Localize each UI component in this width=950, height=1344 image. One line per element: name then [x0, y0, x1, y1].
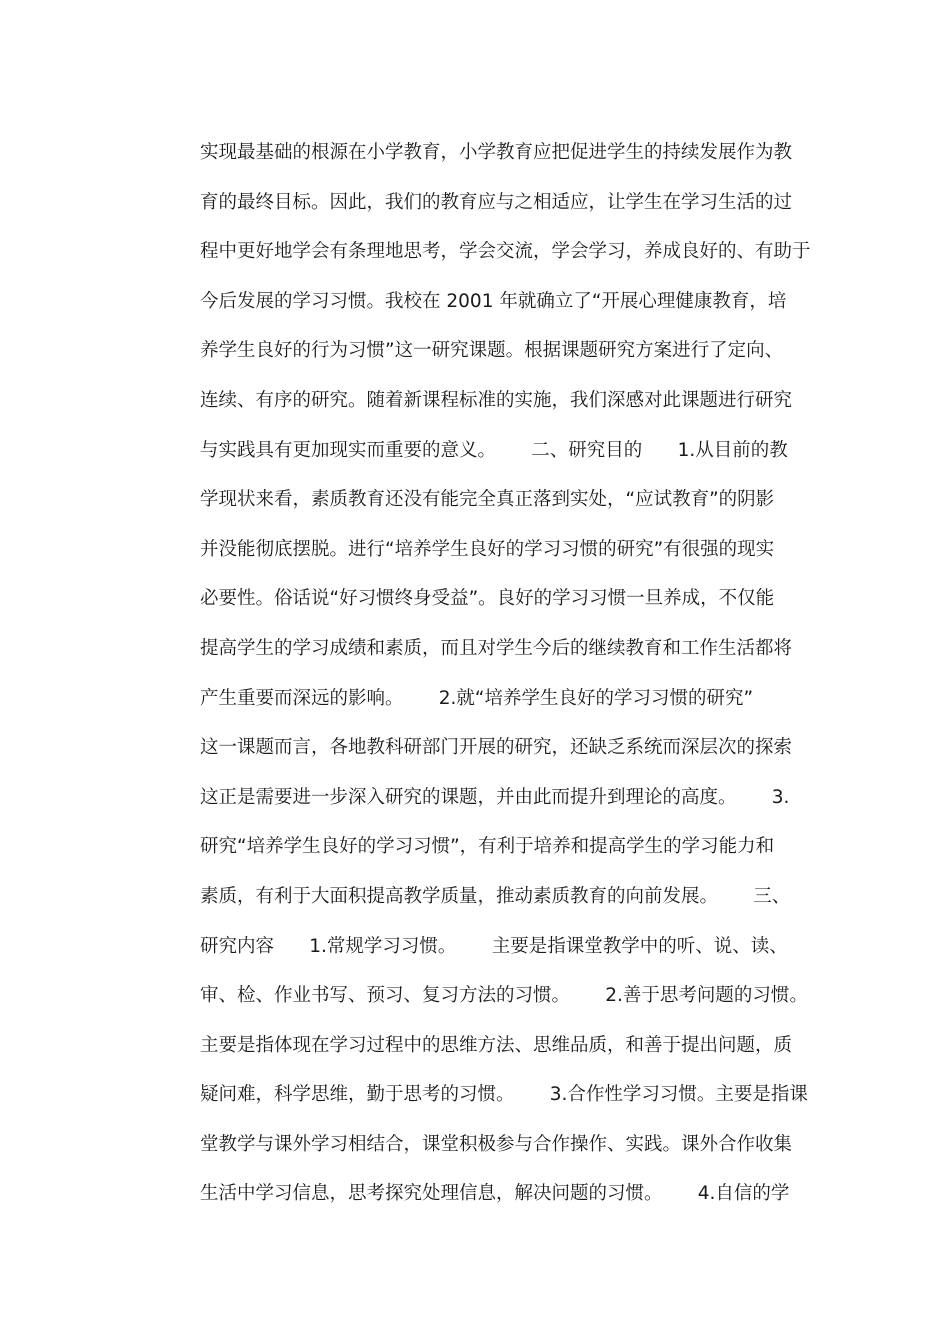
text-line-11: 提高学生的学习成绩和素质，而且对学生今后的继续教育和工作生活都将 [200, 637, 793, 659]
text-line-15: 研究“培养学生良好的学习习惯”，有利于培养和提高学生的学习能力和 [200, 836, 775, 858]
text-line-3: 程中更好地学会有条理地思考，学会交流，学会学习，养成良好的、有助于 [200, 241, 811, 263]
text-line-8: 学现状来看，素质教育还没有能完全真正落到实处，“应试教育”的阴影 [200, 489, 775, 511]
text-line-5: 养学生良好的行为习惯”这一研究课题。根据课题研究方案进行了定向、 [200, 340, 784, 362]
text-line-17: 研究内容 1.常规学习习惯。 主要是指课堂教学中的听、说、读、 [200, 935, 788, 957]
text-line-16: 素质，有利于大面积提高教学质量，推动素质教育的向前发展。 三、 [200, 885, 791, 907]
text-line-18: 审、检、作业书写、预习、复习方法的习惯。 2.善于思考问题的习惯。 [200, 985, 808, 1007]
text-line-13: 这一课题而言，各地教科研部门开展的研究，还缺乏系统而深层次的探索 [200, 737, 793, 759]
text-line-20: 疑问难，科学思维，勤于思考的习惯。 3.合作性学习习惯。主要是指课 [200, 1084, 808, 1106]
text-line-10: 必要性。俗话说“好习惯终身受益”。良好的学习习惯一旦养成，不仅能 [200, 588, 775, 610]
text-line-9: 并没能彻底摆脱。进行“培养学生良好的学习习惯的研究”有很强的现实 [200, 538, 775, 560]
text-line-14: 这正是需要进一步深入研究的课题，并由此而提升到理论的高度。 3. [200, 786, 790, 808]
text-line-7: 与实践具有更加现实而重要的意义。 二、研究目的 1.从目前的教 [200, 439, 788, 461]
text-line-22: 生活中学习信息，思考探究处理信息，解决问题的习惯。 4.自信的学 [200, 1183, 790, 1205]
text-line-4: 今后发展的学习习惯。我校在 2001 年就确立了“开展心理健康教育，培 [200, 290, 787, 312]
text-line-2: 育的最终目标。因此，我们的教育应与之相适应，让学生在学习生活的过 [200, 191, 793, 213]
text-line-1: 实现最基础的根源在小学教育，小学教育应把促进学生的持续发展作为教 [200, 142, 793, 163]
text-line-19: 主要是指体现在学习过程中的思维方法、思维品质，和善于提出问题，质 [200, 1034, 793, 1056]
text-line-6: 连续、有序的研究。随着新课程标准的实施，我们深感对此课题进行研究 [200, 389, 793, 411]
text-line-12: 产生重要而深远的影响。 2.就“培养学生良好的学习习惯的研究” [200, 687, 754, 709]
body-text [200, 128, 820, 1219]
text-line-21: 堂教学与课外学习相结合，课堂积极参与合作操作、实践。课外合作收集 [200, 1133, 793, 1155]
